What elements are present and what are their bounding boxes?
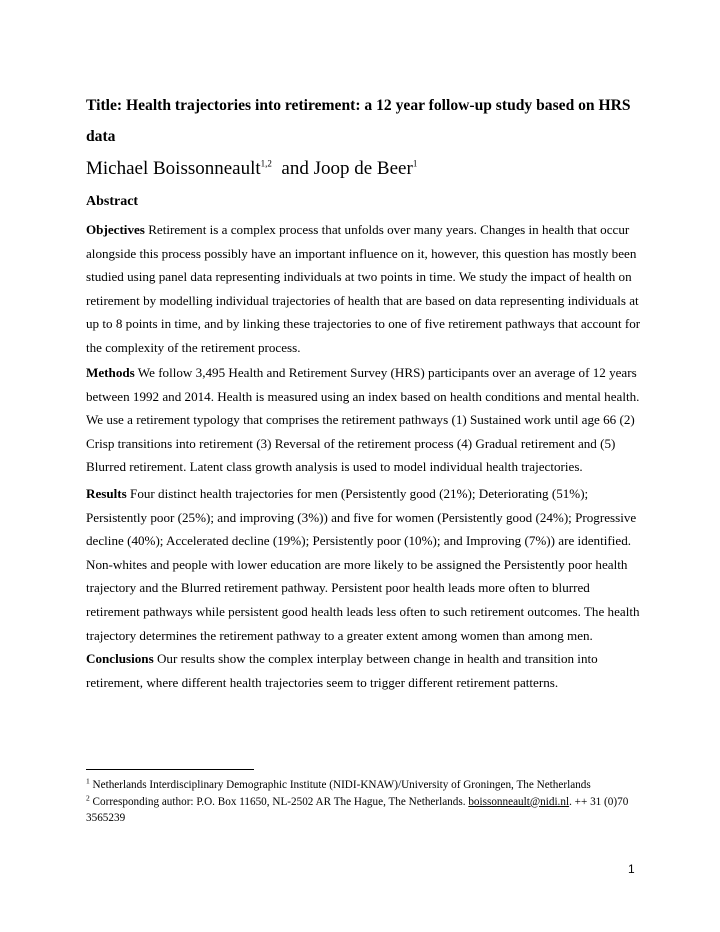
footnote-text: Corresponding author: P.O. Box 11650, NL-2502 AR The Hague, The Netherlands.: [92, 795, 466, 808]
affiliation-marker-2: 1: [412, 158, 418, 169]
section-heading: Results: [86, 486, 127, 501]
footnote-text-phone: . ++ 31 (0)70 3565239: [86, 795, 629, 824]
abstract-section-results: [86, 482, 642, 647]
author-name: Michael Boissonneault: [86, 158, 261, 179]
footnote-marker: 2: [86, 792, 90, 802]
footnotes: [86, 777, 642, 827]
affiliation-marker: 1,2: [260, 158, 272, 169]
section-heading: Conclusions: [86, 651, 154, 666]
section-text: Four distinct health trajectories for men (Persistently good (21%); Deteriorating (51%); Persistently poor (25%); and improving (3%)) and five for women (Persistently good (24%); Progressive decline (40%); Accelerated decline (19%); Persistently poor (10%); and Improving (7%)) are identified. Non-whites and people with lower education are more likely to be assigned the Persistently poor health trajectory and the Blurred retirement pathway. Persistent poor health leads more often to blurred retirement pathways while persistent good health leads less often to such retirement outcomes. The health trajectory determines the retirement pathway to a greater extent among women than among men.: [86, 486, 640, 643]
section-text: Our results show the complex interplay between change in health and transition into retirement, where different health trajectories seem to trigger different retirement patterns.: [86, 651, 598, 690]
footnote-1: [86, 777, 642, 794]
author-name-2: and Joop de Beer: [281, 158, 413, 179]
footnote-2: [86, 794, 642, 827]
section-text: Retirement is a complex process that unfolds over many years. Changes in health that occur alongside this process possibly have an important influence on it, however, this question has mostly been studied using panel data representing individuals at two points in time. We study the impact of health on retirement by modelling individual trajectories of health that are based on data representing individuals at up to 8 points in time, and by linking these trajectories to one of five retirement pathways that account for the complexity of the retirement process.: [86, 222, 641, 355]
section-heading: Methods: [86, 365, 135, 380]
footnote-marker: 1: [86, 776, 90, 786]
abstract-section-objectives: [86, 218, 642, 360]
abstract-heading: Abstract: [86, 194, 139, 209]
abstract-section-conclusions: [86, 647, 642, 694]
abstract-section-methods: [86, 361, 642, 479]
footnote-text: Netherlands Interdisciplinary Demographic Institute (NIDI-KNAW)/University of Groningen, The Netherlands: [92, 779, 591, 791]
page-number: 1: [628, 862, 635, 876]
section-heading: Objectives: [86, 222, 145, 237]
paper-title: Title: Health trajectories into retirement: a 12 year follow-up study based on HRS data: [86, 97, 631, 145]
email-link[interactable]: boissonneault@nidi.nl: [468, 795, 570, 808]
author-line: [86, 158, 417, 180]
section-text: We follow 3,495 Health and Retirement Survey (HRS) participants over an average of 12 years between 1992 and 2014. Health is measured using an index based on health conditions and mental health. We use a retirement typology that comprises the retirement pathways (1) Sustained work until age 66 (2) Crisp transitions into retirement (3) Reversal of the retirement process (4) Gradual retirement and (5) Blurred retirement. Latent class growth analysis is used to model individual health trajectories.: [86, 365, 640, 475]
footnote-divider: [86, 769, 254, 770]
